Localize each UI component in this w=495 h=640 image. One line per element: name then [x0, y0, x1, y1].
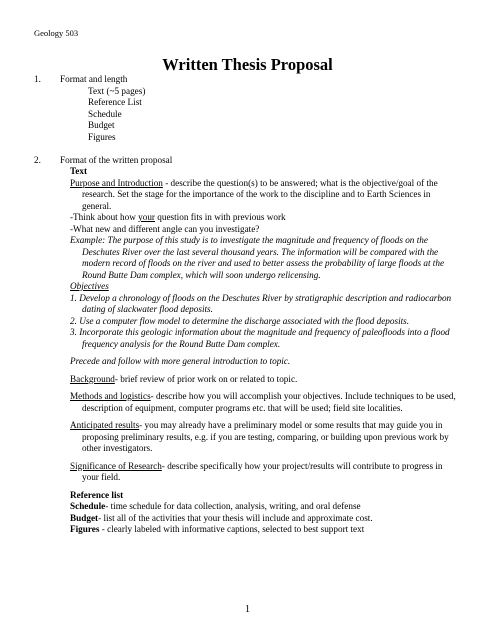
methods-paragraph: Methods and logistics- describe how you will accomplish your objectives. Include techniques to be used, description of equipment, computer programs etc. that will be used; field site localities.	[70, 391, 456, 413]
objective-item: 3. Incorporate this geologic information about the magnitude and frequency of paleofloods into a flood frequency analysis for the Round Butte Dam complex.	[70, 327, 450, 349]
purpose-text: - describe the question(s) to be answered; what is the objective/goal of the research. Set the stage for the importance of the work to the discipline and to Earth Sciences in general.	[82, 177, 438, 211]
precede-note: Precede and follow with more general introduction to topic.	[70, 356, 291, 366]
section-format-length	[34, 74, 460, 143]
document-body	[34, 74, 460, 536]
what-new-line: -What new and different angle can you investigate?	[70, 223, 260, 234]
objective-item: 1. Develop a chronology of floods on the Deschutes River by stratigraphic description and radiocarbon dating of slackwater flood deposits.	[70, 292, 452, 314]
background-paragraph: Background- brief review of prior work on or related to topic.	[70, 373, 298, 384]
figures-line: Figures - clearly labeled with informative captions, selected to best support text	[70, 524, 365, 534]
page-title: Written Thesis Proposal	[162, 55, 333, 74]
methods-label: Methods and logistics	[70, 391, 151, 401]
list-item: Reference List	[88, 97, 142, 107]
objectives-list	[70, 293, 460, 351]
text-heading: Text	[70, 166, 88, 176]
significance-paragraph: Significance of Research- describe specifically how your project/results will contribute to progress in your field.	[70, 460, 443, 482]
format-list	[60, 86, 460, 144]
example-paragraph: Example: The purpose of this study is to investigate the magnitude and frequency of floods on the Deschutes River over the last several thousand years. The information will be compared with the modern record of floods on the river and used to better assess the probability of large floods at the Round Butte Dam complex, which will soon undergo relicensing.	[70, 235, 445, 280]
budget-line: Budget- list all of the activities that your thesis will include and approximate cost.	[70, 512, 373, 523]
section-written-proposal	[34, 154, 460, 536]
objective-item: 2. Use a computer flow model to determine the discharge associated with the flood deposits.	[70, 315, 410, 326]
objectives-label: Objectives	[70, 281, 109, 291]
list-item: Schedule	[88, 108, 122, 119]
section-heading: Format of the written proposal	[60, 154, 173, 165]
purpose-paragraph	[70, 178, 460, 213]
schedule-line: Schedule- time schedule for data collection, analysis, writing, and oral defense	[70, 501, 361, 511]
reference-list-heading: Reference list	[70, 489, 124, 500]
page-number: 1	[245, 604, 250, 615]
significance-label: Significance of Research	[70, 460, 162, 471]
section-content	[60, 166, 460, 536]
course-header: Geology 503	[34, 28, 79, 38]
list-item: Text (~5 pages)	[88, 85, 146, 96]
list-item: Budget	[88, 120, 115, 130]
anticipated-label: Anticipated results	[70, 420, 140, 430]
background-label: Background	[70, 373, 115, 384]
anticipated-paragraph: Anticipated results- you may already have a preliminary model or some results that may guide you in proposing preliminary results, e.g. if you are testing, comparing, or building upon previous work by other investigators.	[70, 420, 449, 453]
section-number: 1.	[34, 74, 41, 84]
list-item: Figures	[88, 131, 116, 142]
section-number: 2.	[34, 154, 41, 165]
purpose-label: Purpose and Introduction	[70, 177, 163, 188]
think-line: -Think about how your question fits in with previous work	[70, 212, 286, 222]
emphasis-your: your	[138, 212, 155, 222]
section-heading: Format and length	[60, 74, 128, 84]
